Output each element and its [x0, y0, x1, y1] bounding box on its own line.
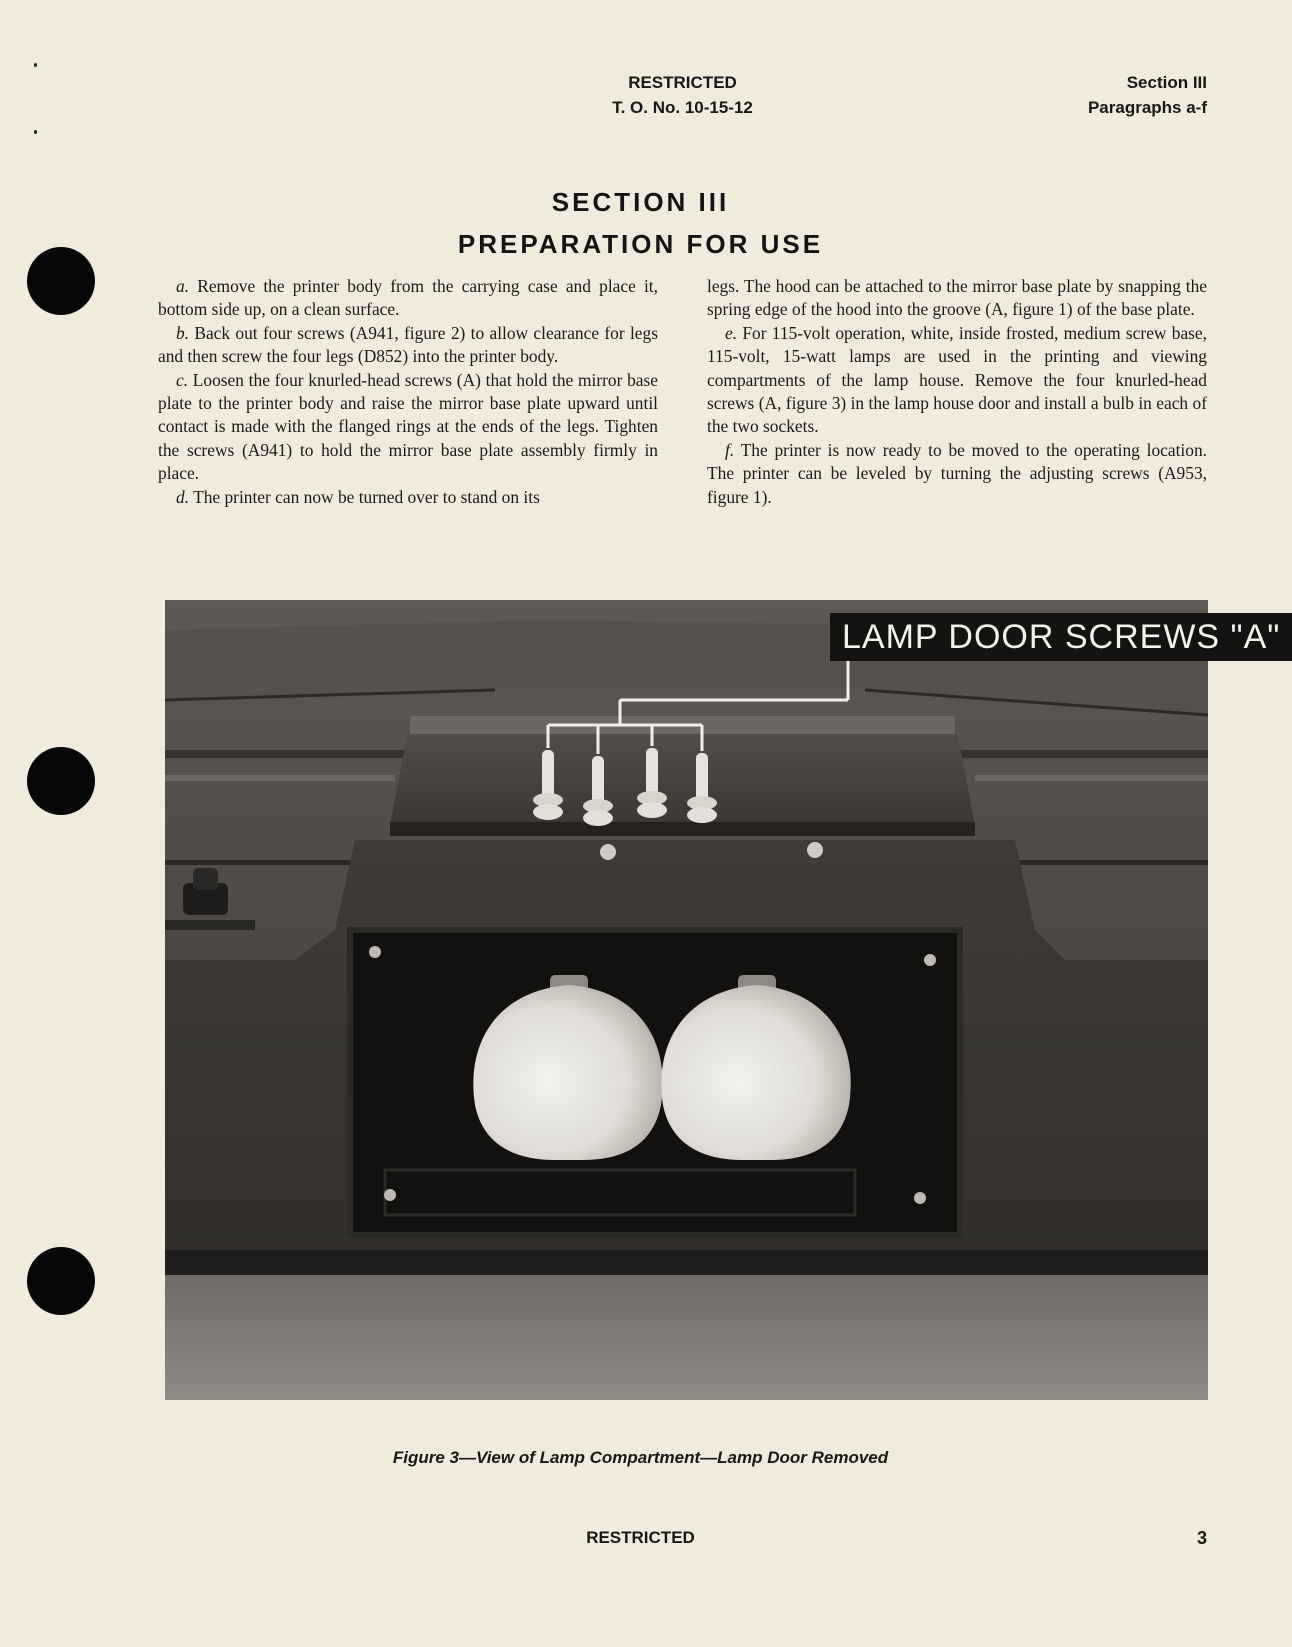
running-header — [540, 70, 825, 120]
housing-shadow — [165, 1250, 1208, 1275]
paragraph-marker: d. — [176, 486, 190, 507]
figure-callout-label: LAMP DOOR SCREWS "A" — [830, 613, 1292, 661]
paragraph-d-continued — [707, 275, 1207, 322]
corner-screw — [384, 1189, 396, 1201]
binder-hole-middle — [27, 747, 95, 815]
header-to-number: T. O. No. 10-15-12 — [612, 98, 753, 117]
paragraph-marker: c. — [176, 369, 189, 390]
section-title — [0, 181, 1281, 265]
paragraph-f — [707, 439, 1207, 509]
paragraph-text: The printer can now be turned over to stand on its — [189, 486, 540, 507]
corner-screw — [924, 954, 936, 966]
paragraph-marker: a. — [176, 276, 190, 296]
rail-highlight — [975, 775, 1208, 781]
knob — [193, 868, 218, 890]
header-paragraphs: Paragraphs a-f — [1087, 98, 1207, 117]
lamp-house-lid — [390, 720, 975, 825]
paragraph-text: Loosen the four knurled-head screws (A) that hold the mirror base plate to the printer body and raise the mirror base plate upward until contact is made with the flanged rings at the ends of the legs. Tighten the screws (A941) to hold the mirror base plate assembly firmly in place. — [158, 369, 658, 484]
knob-plate — [165, 920, 255, 930]
lamp-compartment-illustration — [165, 600, 1208, 1400]
paragraph-text: The printer is now ready to be moved to the operating location. The printer can be leveled by turning the adjusting screws (A953, figure 1). — [707, 439, 1207, 507]
paragraph-text: Remove the printer body from the carrying case and place it, bottom side up, on a clean surface. — [158, 276, 658, 320]
page-speck — [34, 130, 37, 134]
paragraph-b — [158, 322, 658, 369]
figure-photo — [165, 600, 1281, 1400]
rivet — [600, 844, 616, 860]
floor-surface — [165, 1275, 1208, 1400]
running-header-right — [1088, 70, 1207, 120]
paragraph-marker: f. — [725, 439, 735, 460]
paragraph-text: For 115-volt operation, white, inside frosted, medium screw base, 115-volt, 15-watt lamps are used in the printing and viewing compartments of the lamp house. Remove the four knurled-head screws (A, figure 3) in the lamp house door and install a bulb in each of the two sockets. — [707, 322, 1207, 437]
figure-caption: Figure 3—View of Lamp Compartment—Lamp Door Removed — [392, 1448, 889, 1467]
paragraph-a — [158, 275, 658, 322]
paragraph-text: Back out four screws (A941, figure 2) to allow clearance for legs and then screw the four legs (D852) into the printer body. — [158, 322, 658, 367]
header-section: Section III — [1126, 73, 1207, 92]
corner-screw — [369, 946, 381, 958]
paragraph-marker: e. — [725, 322, 738, 343]
paragraph-text: legs. The hood can be attached to the mirror base plate by snapping the spring edge of the hood into the groove (A, figure 1) of the base plate. — [707, 276, 1207, 320]
paragraph-d — [158, 486, 658, 509]
binder-hole-bottom — [27, 1247, 95, 1315]
page-speck — [34, 63, 37, 67]
rail-highlight — [165, 775, 395, 781]
page-number: 3 — [1196, 1528, 1207, 1548]
paragraph-e — [707, 322, 1207, 439]
paragraph-c — [158, 369, 658, 486]
corner-screw — [914, 1192, 926, 1204]
lid-lip — [390, 822, 975, 836]
rivet — [807, 842, 823, 858]
header-classification: RESTRICTED — [628, 73, 737, 92]
section-title-line2: PREPARATION FOR USE — [457, 229, 824, 259]
body-column-left — [158, 275, 658, 509]
paragraph-marker: b. — [176, 322, 190, 343]
footer-classification: RESTRICTED — [586, 1528, 695, 1547]
body-column-right — [707, 275, 1207, 509]
section-title-line1: SECTION III — [551, 187, 730, 217]
